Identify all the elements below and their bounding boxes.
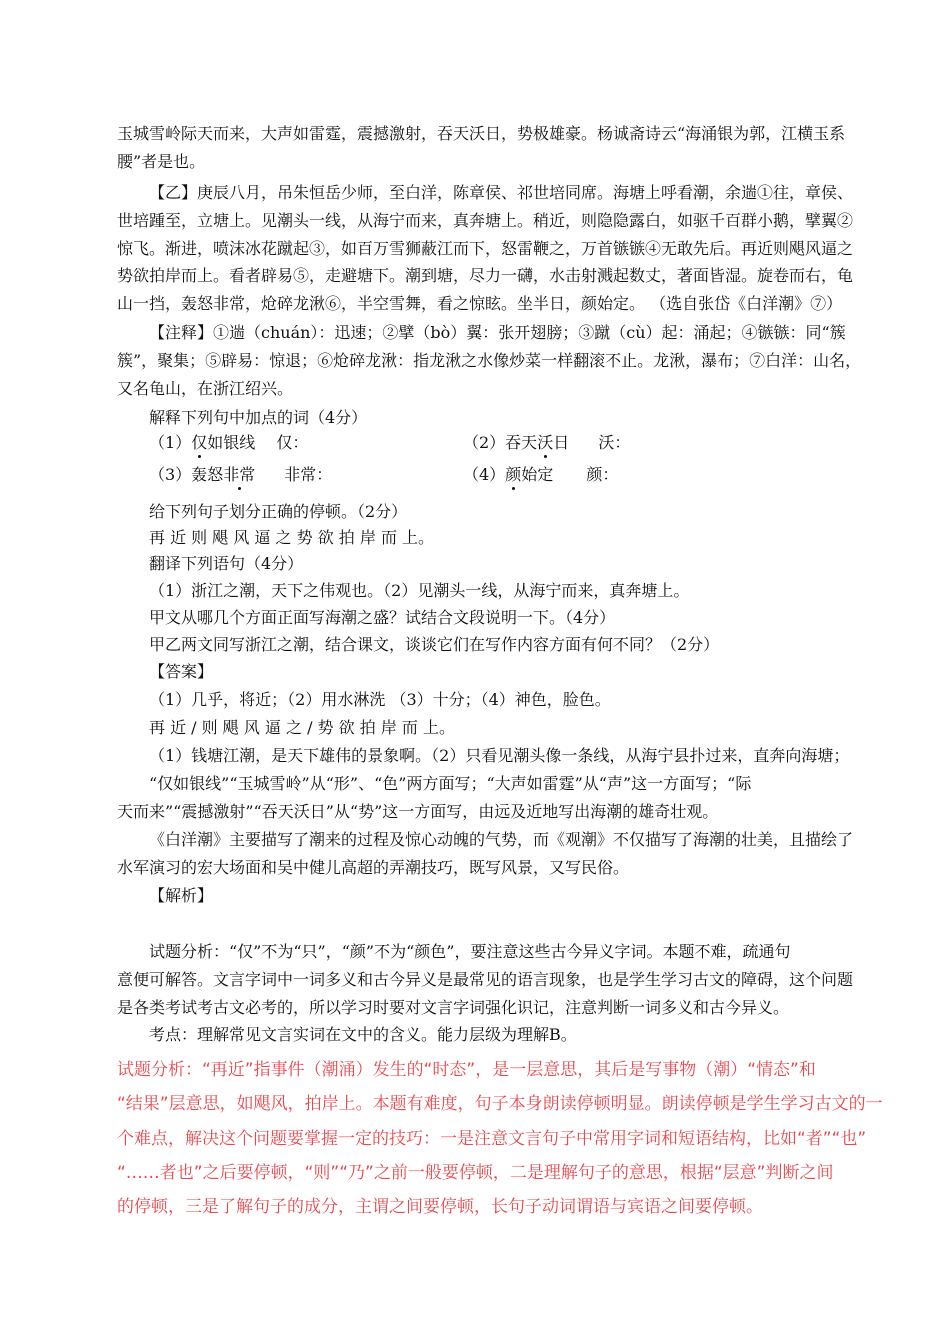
question-4: 甲文从哪几个方面正面写海潮之盛？试结合文段说明一下。（4分） [149, 608, 616, 627]
answer-line: “仅如银线”“玉城雪岭”从“形”、“色”两方面写；“大声如雷霆”从“声”这一方面写；“际 [149, 774, 752, 793]
question-1-item: （1）仅如银线 仅： [149, 433, 309, 452]
red-analysis-line: 试题分析：“再近”指事件（潮涌）发生的“时态”，是一层意思，其后是写事物（潮）“情态”和 [117, 1060, 816, 1080]
question-1-item: （4）颜始定 颜： [463, 465, 619, 484]
passage-yi-line: 世培踵至，立塘上。见潮头一线，从海宁而来，真奔塘上。稍近，则隐隐露白，如驱千百群小鹅，擘翼② [117, 211, 854, 230]
analysis-heading: 【解析】 [149, 886, 214, 905]
answer-line: 《白洋潮》主要描写了潮来的过程及惊心动魄的气势，而《观潮》不仅描写了海潮的壮美，且描绘了 [149, 830, 854, 849]
passage-yi-line: 山一挡，轰怒非常，炝碎龙湫⑥，半空雪舞，看之惊眩。坐半日，颜始定。 （选自张岱《白洋潮》⑦） [117, 294, 843, 313]
notes-line: 【注释】①遄（chuán）：迅速；②擘（bò）翼：张开翅膀；③蹴（cù）起：涌起；④镞镞：同“簇 [149, 323, 846, 342]
question-5: 甲乙两文同写浙江之潮，结合课文，谈谈它们在写作内容方面有何不同？（2分） [149, 635, 720, 654]
passage-yi-line: 惊飞。渐进，喷沫冰花蹴起③，如百万雪狮蔽江而下，怒雷鞭之，万首镞镞④无敢先后。再近则飓风逼之 [117, 239, 854, 258]
passage-line: 玉城雪岭际天而来，大声如雷霆，震撼激射，吞天沃日，势极雄豪。杨诚斋诗云“海涌银为郭，江横玉系 [117, 124, 846, 143]
red-analysis-line: “……者也”之后要停顿，“则”“乃”之前一般要停顿，二是理解句子的意思，根据“层意”判断之间 [117, 1163, 834, 1183]
question-2-sentence: 再 近 则 飓 风 逼 之 势 欲 拍 岸 而 上。 [149, 528, 435, 547]
dotted-word: 非常 [223, 465, 256, 484]
answer-line: （1）几乎，将近；（2）用水淋洗 （3）十分；（4）神色，脸色。 [149, 690, 611, 709]
red-analysis-line: 个难点，解决这个问题要掌握一定的技巧：一是注意文言句子中常用字词和短语结构，比如“者”“也” [117, 1129, 867, 1149]
dotted-word: 仅 [191, 433, 208, 452]
notes-line: 簇”，聚集；⑤辟易：惊退；⑥炝碎龙湫：指龙湫之水像炒菜一样翻滚不止。龙湫，瀑布；⑦白洋：山名， [117, 351, 862, 370]
question-3-items: （1）浙江之潮，天下之伟观也。（2）见潮头一线，从海宁而来，真奔塘上。 [149, 581, 690, 600]
dotted-word: 颜 [505, 465, 522, 484]
question-2-prompt: 给下列句子划分正确的停顿。（2分） [149, 502, 408, 521]
answer-line: （1）钱塘江潮，是天下雄伟的景象啊。（2）只看见潮头像一条线，从海宁县扑过来，直奔向海塘； [149, 746, 850, 765]
answer-line: 再 近 / 则 飓 风 逼 之 / 势 欲 拍 岸 而 上。 [149, 718, 455, 737]
analysis-line: 意便可解答。文言字词中一词多义和古今异义是最常见的语言现象，也是学生学习古文的障碍，这个问题 [117, 970, 854, 989]
question-3-prompt: 翻译下列语句（4分） [149, 554, 304, 573]
passage-yi-line: 势欲拍岸而上。看者辟易⑤，走避塘下。潮到塘，尽力一礴，水击射溅起数丈，著面皆湿。旋卷而右，龟 [117, 266, 854, 285]
dotted-word: 沃 [537, 433, 554, 452]
question-1-prompt: 解释下列句中加点的词（4分） [149, 408, 368, 427]
passage-line: 腰”者是也。 [117, 152, 206, 171]
red-analysis-line: 的停顿，三是了解句子的成分，主谓之间要停顿，长句子动词谓语与宾语之间要停顿。 [117, 1197, 763, 1217]
answer-line: 天而来”“震撼激射”“吞天沃日”从“势”这一方面写，由远及近地写出海潮的雄奇壮观。 [117, 802, 719, 821]
analysis-line: 考点：理解常见文言实词在文中的含义。能力层级为理解B。 [149, 1025, 577, 1044]
analysis-line: 试题分析：“仅”不为“只”，“颜”不为“颜色”，要注意这些古今异义字词。本题不难，疏通句 [149, 942, 791, 961]
question-1-item: （3）轰怒非常 非常： [149, 465, 333, 484]
analysis-line: 是各类考试考古文必考的，所以学习时要对文言字词强化识记，注意判断一词多义和古今异义。 [117, 998, 790, 1017]
question-1-item: （2）吞天沃日 沃： [463, 433, 631, 452]
notes-line: 又名龟山，在浙江绍兴。 [117, 379, 294, 398]
answer-heading: 【答案】 [149, 662, 214, 681]
answer-line: 水军演习的宏大场面和吴中健儿高超的弄潮技巧，既写风景，又写民俗。 [117, 858, 630, 877]
red-analysis-line: “结果”层意思，如飓风，拍岸上。本题有难度，句子本身朗读停顿明显。朗读停顿是学生学习古文的一 [117, 1094, 883, 1114]
passage-yi-line: 【乙】庚辰八月，吊朱恒岳少师，至白洋，陈章侯、祁世培同席。海塘上呼看潮，余遄①往，章侯、 [149, 183, 854, 202]
